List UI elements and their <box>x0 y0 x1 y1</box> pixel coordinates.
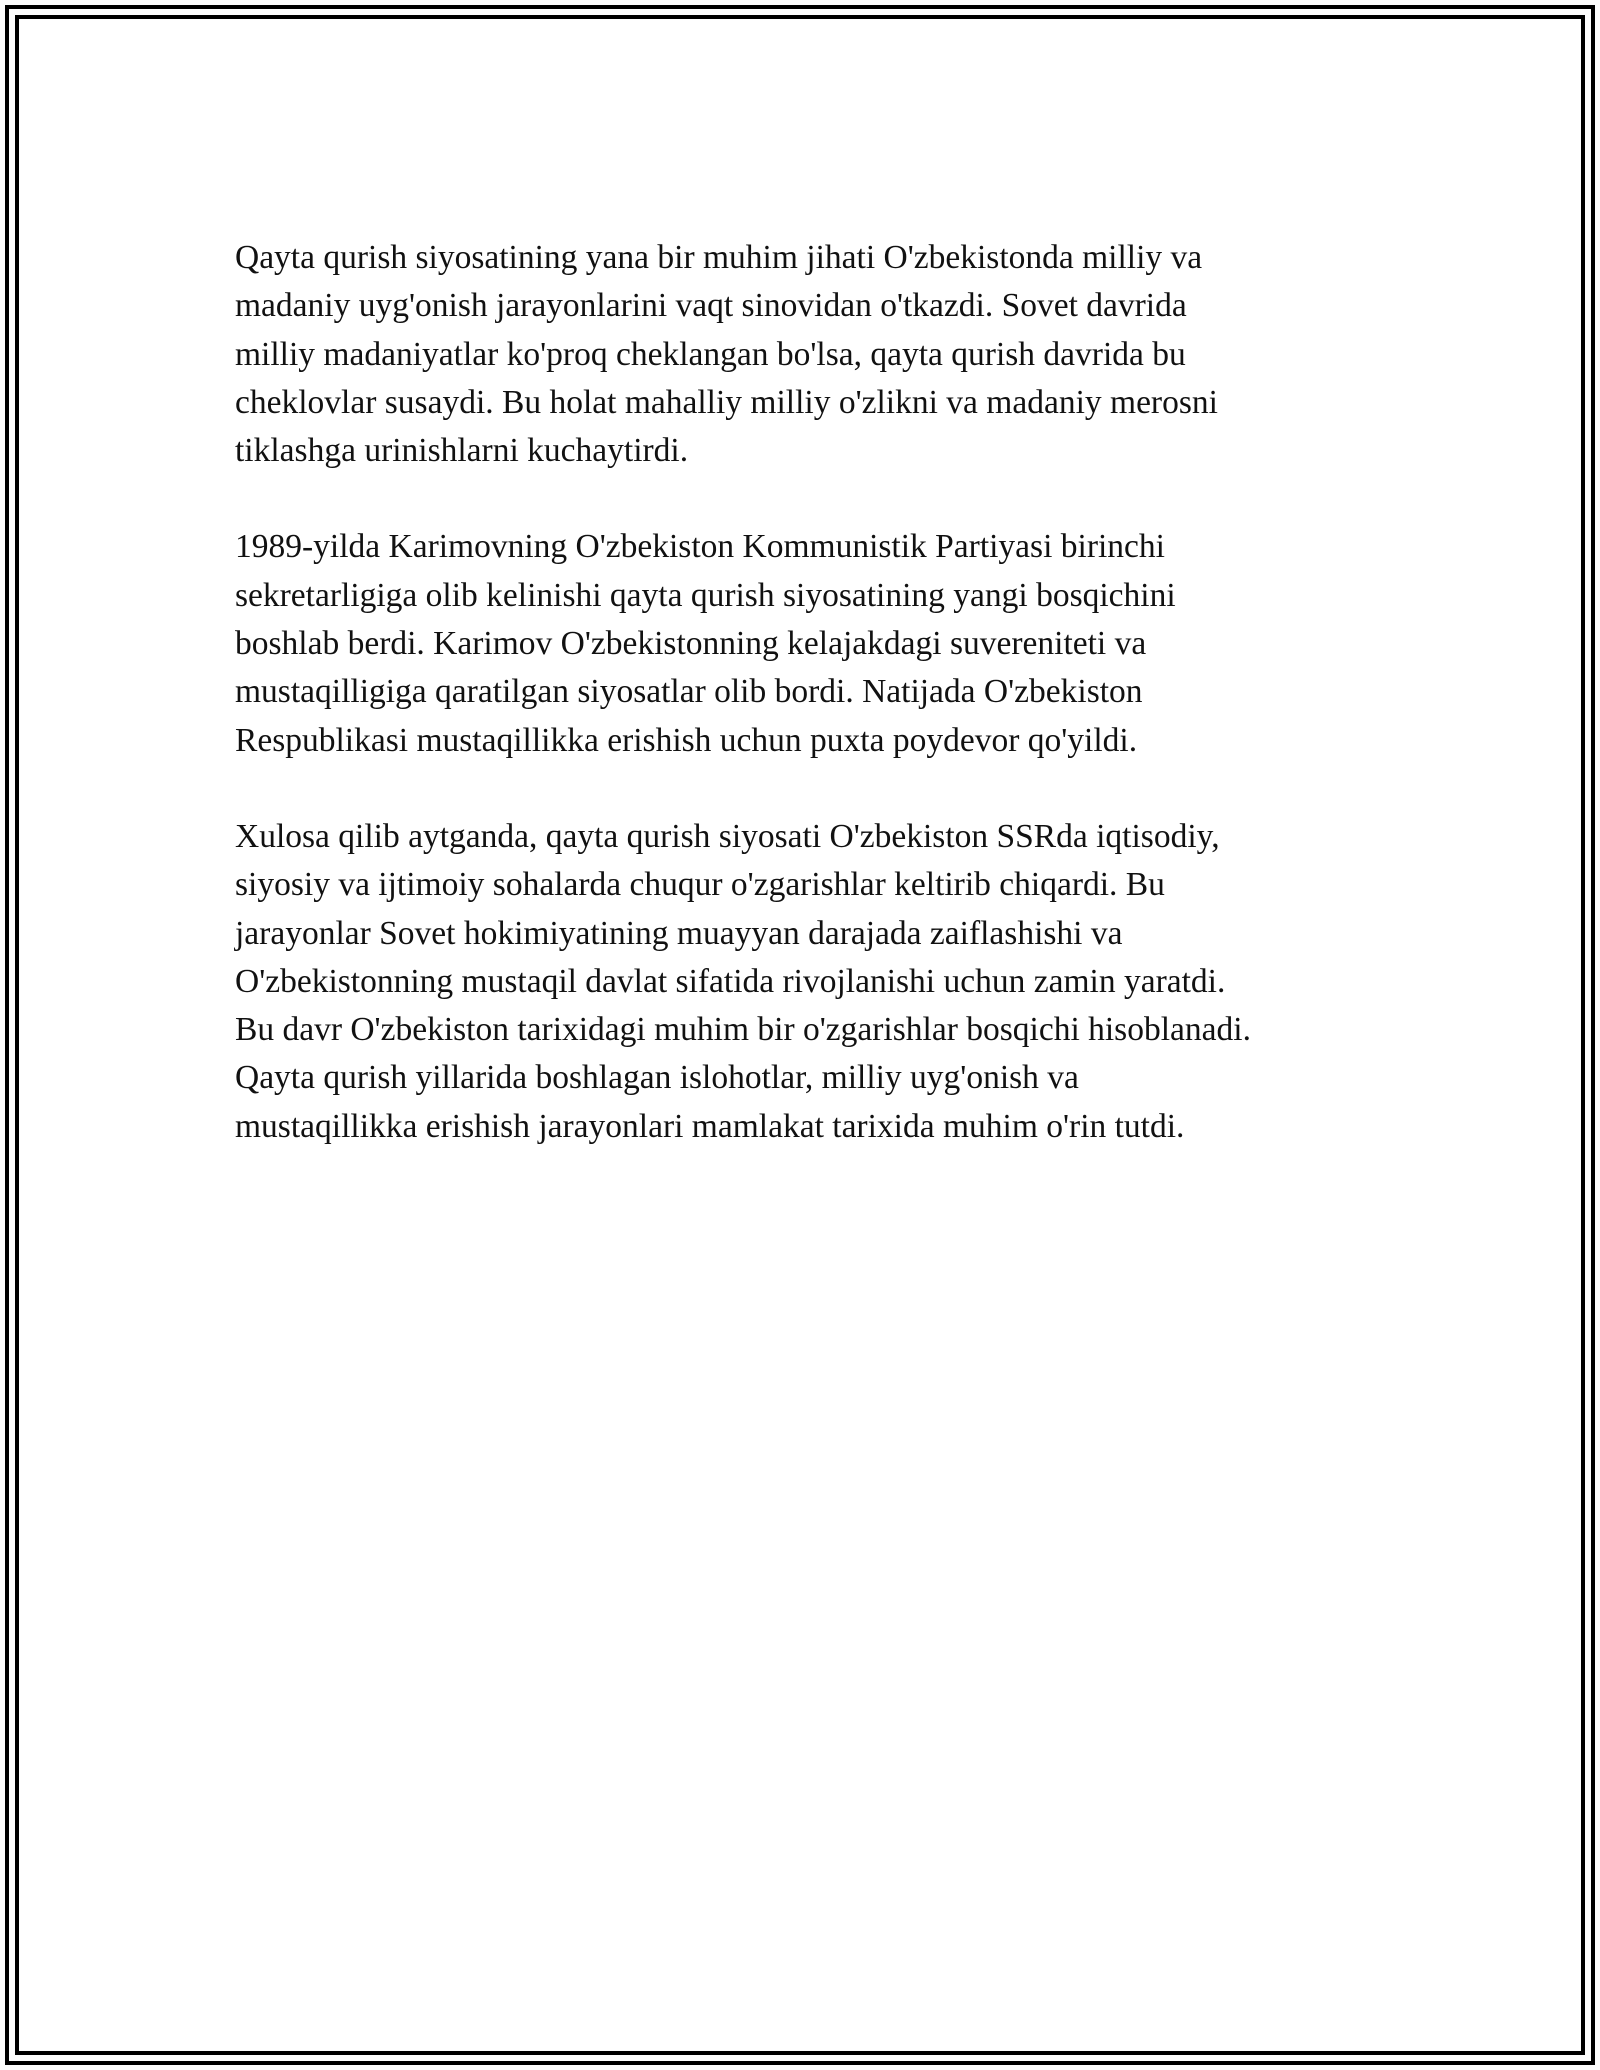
paragraph-1: Qayta qurish siyosatining yana bir muhim jihati O'zbekistonda milliy va madaniy uyg'onish jarayonlarini vaqt sinovidan o'tkazdi. Sovet davrida milliy madaniyatlar ko'proq cheklangan bo'lsa, qayta qurish davrida bu cheklovlar susaydi. Bu holat mahalliy milliy o'zlikni va madaniy merosni tiklashga urinishlarni kuchaytirdi. <box>235 239 1218 470</box>
paragraph-3: Xulosa qilib aytganda, qayta qurish siyosati O'zbekiston SSRda iqtisodiy, siyosiy va ijtimoiy sohalarda chuqur o'zgarishlar keltirib chiqardi. Bu jarayonlar Sovet hokimiyatining muayyan darajada zaiflashishi va O'zbekistonning mustaqil davlat sifatida rivojlanishi uchun zamin yaratdi. Bu davr O'zbekiston tarixidagi muhim bir o'zgarishlar bosqichi hisoblanadi. Qayta qurish yillarida boshlagan islohotlar, milliy uyg'onish va mustaqillikka erishish jarayonlari mamlakat tarixida muhim o'rin tutdi. <box>235 817 1251 1145</box>
document-body <box>235 234 1365 1199</box>
paragraph-2: 1989-yilda Karimovning O'zbekiston Kommunistik Partiyasi birinchi sekretarligiga olib kelinishi qayta qurish siyosatining yangi bosqichini boshlab berdi. Karimov O'zbekistonning kelajakdagi suvereniteti va mustaqilligiga qaratilgan siyosatlar olib bordi. Natijada O'zbekiston Respublikasi mustaqillikka erishish uchun puxta poydevor qo'yildi. <box>235 528 1176 759</box>
